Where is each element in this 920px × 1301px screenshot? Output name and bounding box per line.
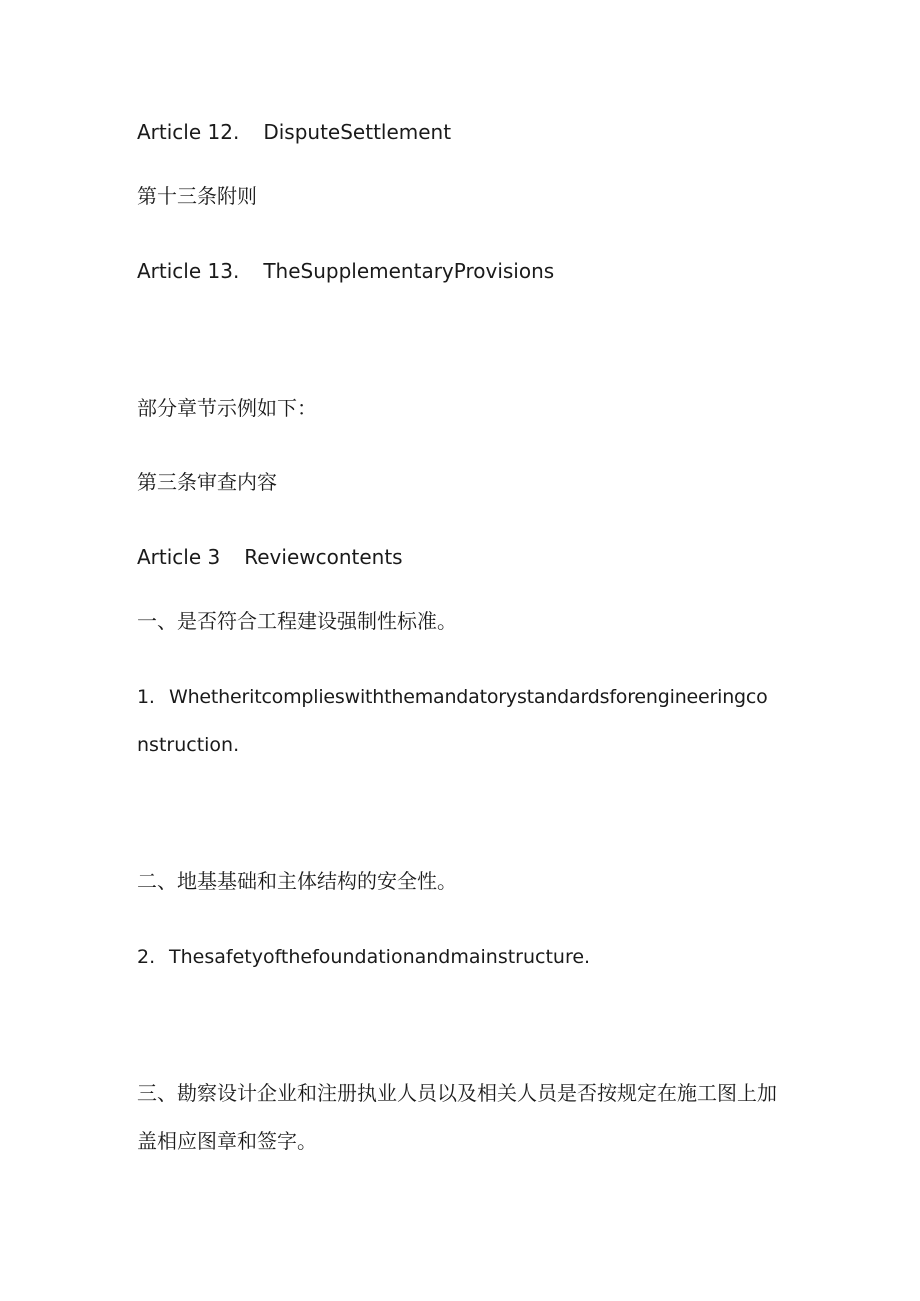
article-13-title: TheSupplementaryProvisions: [263, 259, 555, 283]
item-3-zh-line2: 盖相应图章和签字。: [137, 1129, 317, 1153]
item-1-number: 1.: [137, 686, 155, 708]
examples-intro: 部分章节示例如下：: [137, 396, 317, 420]
article-3-label: Article 3: [137, 545, 221, 569]
item-2-number: 2.: [137, 946, 156, 968]
item-2-en-text: Thesafetyofthefoundationandmainstructure.: [169, 946, 591, 968]
article-12-heading: [137, 119, 451, 145]
article-3-heading-zh: 第三条审查内容: [137, 470, 277, 494]
item-3-zh-line1: 三、勘察设计企业和注册执业人员以及相关人员是否按规定在施工图上加: [137, 1081, 777, 1105]
article-3-heading: [137, 544, 403, 570]
article-13-heading: [137, 258, 554, 284]
item-1-en-line1: [137, 684, 768, 710]
item-1-en-text-line1: Whetheritcomplieswiththemandatorystandardsforengineeringco: [169, 686, 768, 708]
article-13-heading-zh: 第十三条附则: [137, 184, 257, 208]
article-12-label: Article 12.: [137, 120, 240, 144]
item-2-zh: 二、地基基础和主体结构的安全性。: [137, 869, 457, 893]
article-3-title: Reviewcontents: [244, 545, 403, 569]
item-1-en-line2: nstruction.: [137, 734, 240, 756]
article-13-label: Article 13.: [137, 259, 240, 283]
item-1-zh: 一、是否符合工程建设强制性标准。: [137, 609, 457, 633]
item-2-en: [137, 944, 590, 970]
article-12-title: DisputeSettlement: [263, 120, 452, 144]
